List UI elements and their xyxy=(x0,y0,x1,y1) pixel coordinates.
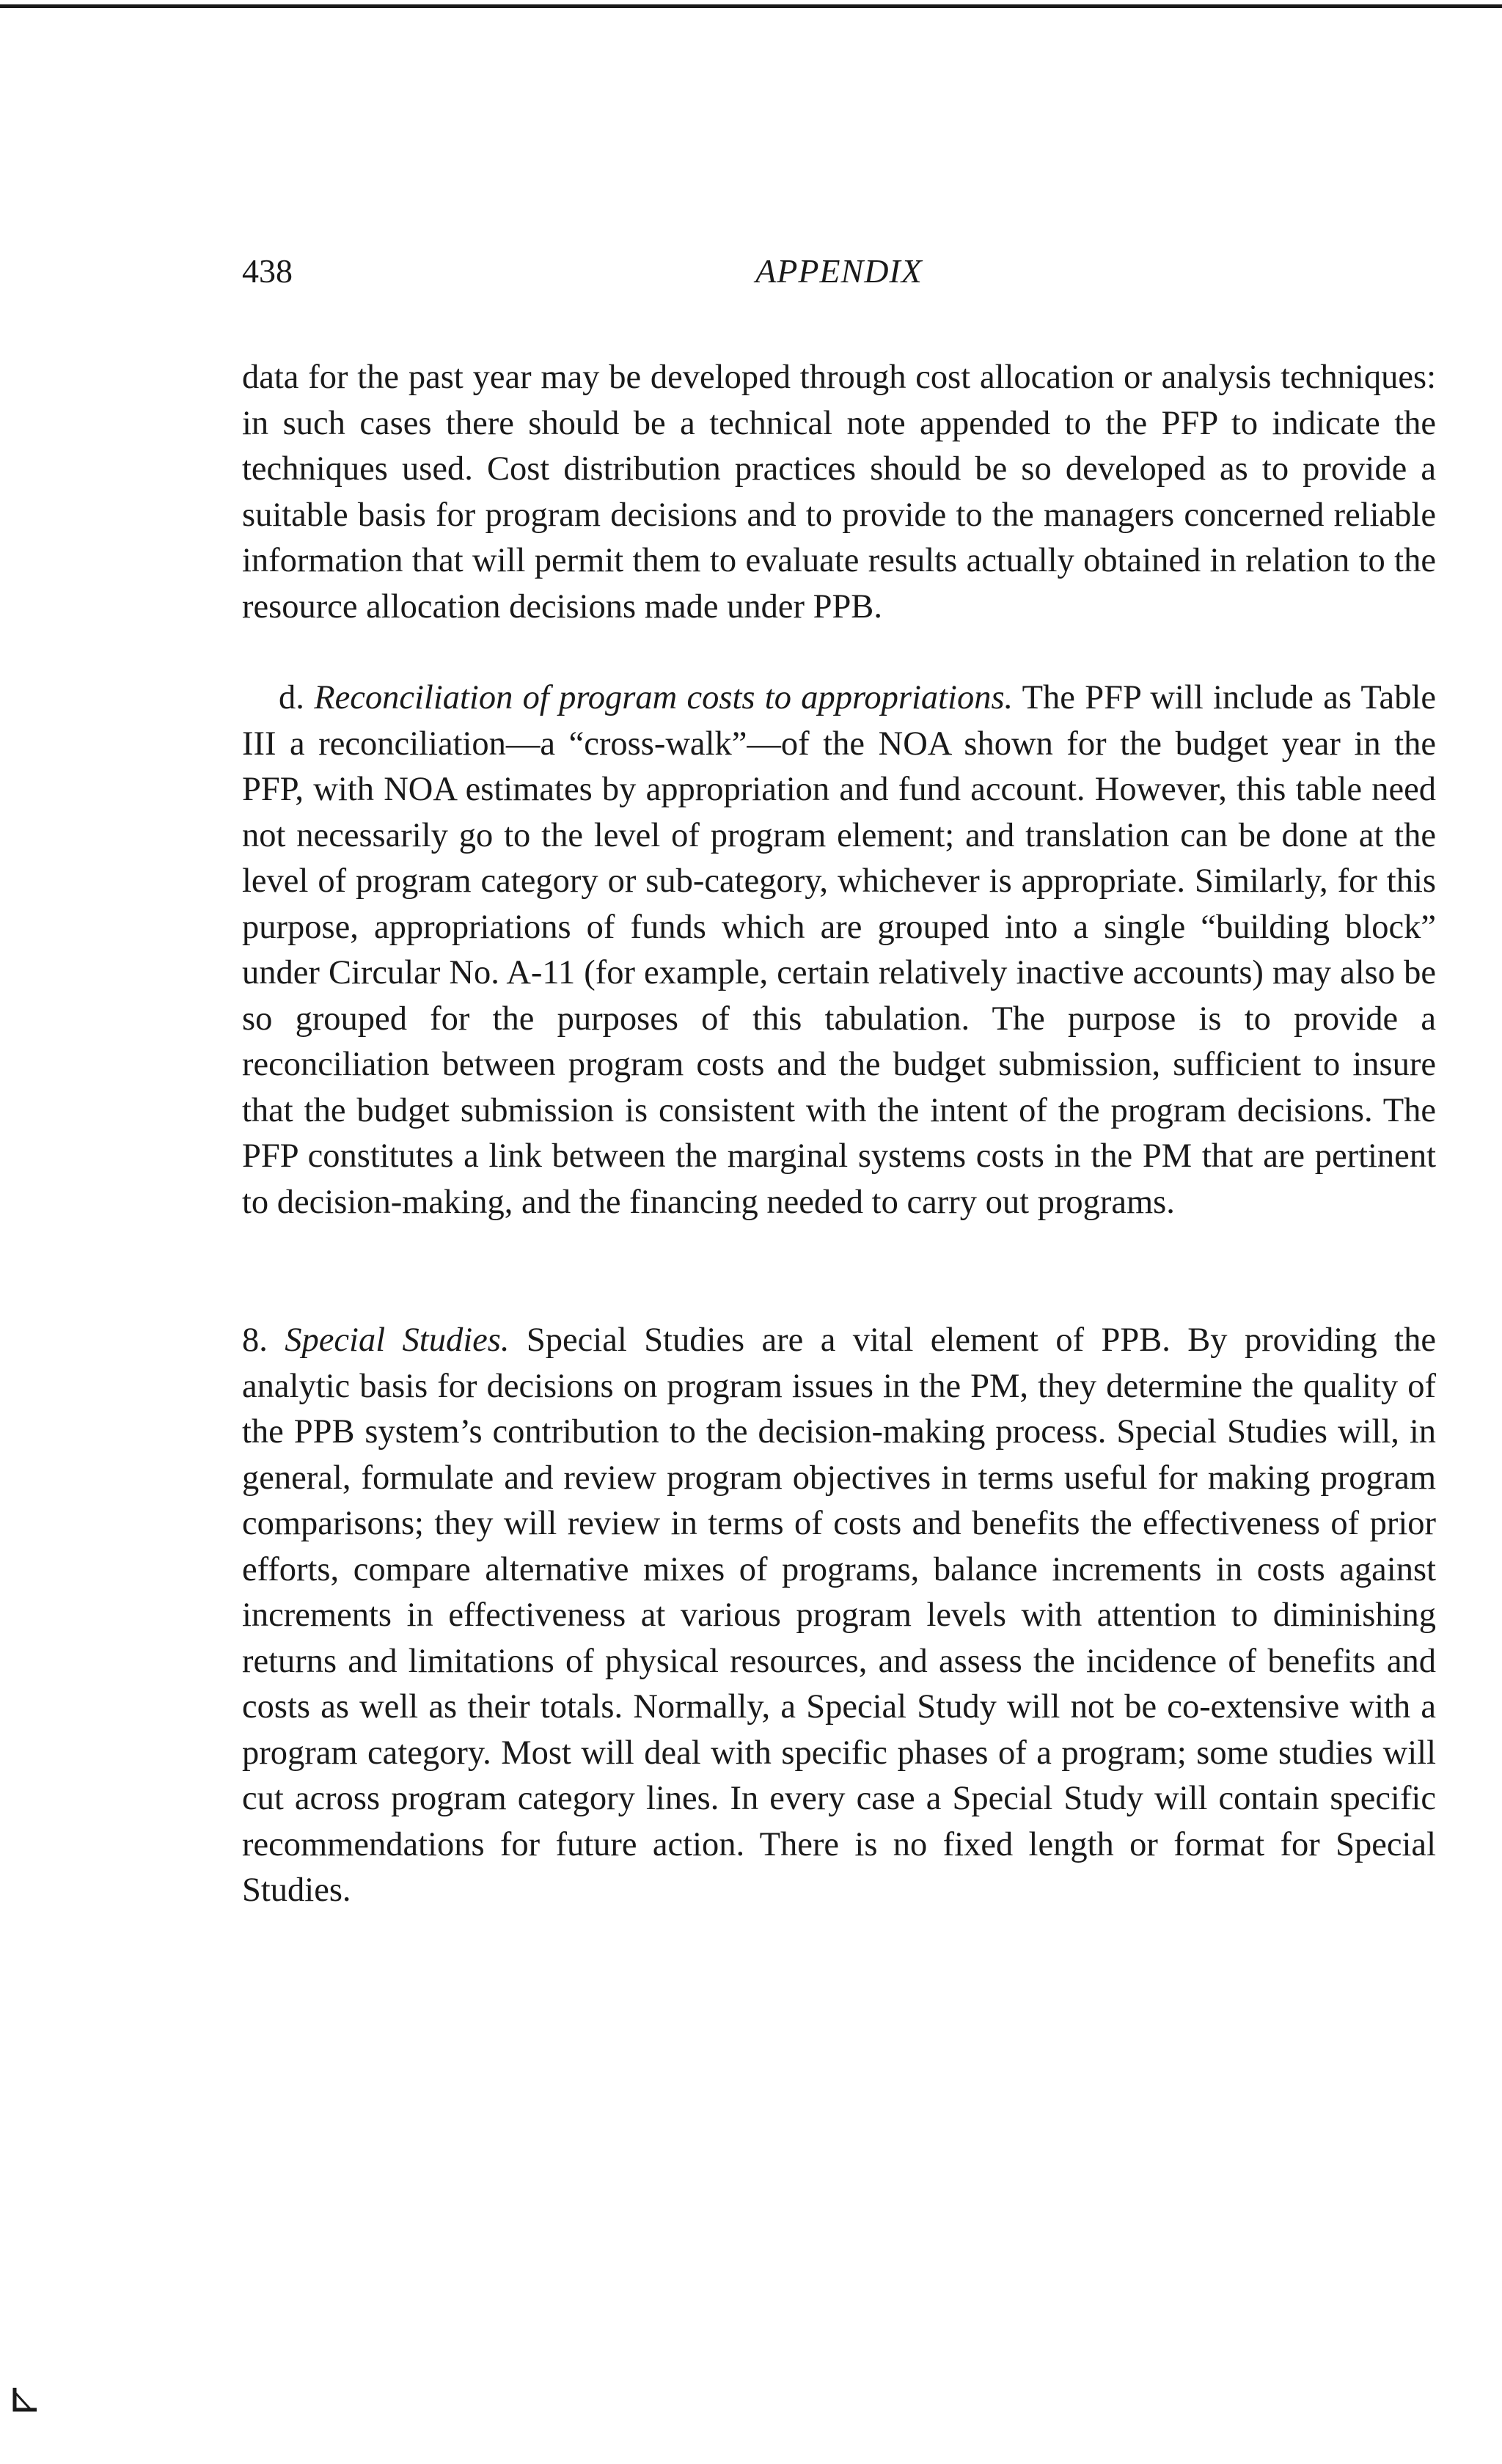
paragraph-special-studies xyxy=(242,1318,1436,1914)
paragraph-reconciliation xyxy=(242,675,1436,1225)
item-heading: Reconciliation of program costs to appropriations. xyxy=(314,679,1014,716)
top-scan-border xyxy=(0,4,1502,8)
page-number: 438 xyxy=(242,252,293,290)
corner-crop-mark xyxy=(10,2385,40,2414)
item-number: 8. xyxy=(242,1321,268,1359)
paragraph-text: data for the past year may be developed through cost allocation or analysis techniques: in such cases there should be a technical note appended to the PFP to indicate the techniques used. Cost distribution practices should be so developed as to provide a suitable basis for program decisions and to provide to the managers concerned reliable information that will permit them to evaluate results actually obtained in relation to the resource allocation decisions made under PPB. xyxy=(242,359,1436,626)
paragraph-cost-allocation xyxy=(242,355,1436,630)
item-number: d. xyxy=(279,679,304,716)
section-title: APPENDIX xyxy=(755,252,923,290)
item-heading: Special Studies. xyxy=(285,1321,510,1359)
running-head xyxy=(242,249,1436,293)
book-page xyxy=(242,249,1436,1914)
paragraph-text: The PFP will include as Table III a reconciliation—a “cross-walk”—of the NOA shown for the budget year in the PFP, with NOA estimates by appropriation and fund account. However, this table need not necessarily go to the level of program element; and translation can be done at the level of program category or sub-category, whichever is appropriate. Similarly, for this purpose, appropriations of funds which are grouped into a single “building block” under Circular No. A-11 (for example, certain relatively inactive accounts) may also be so grouped for the purposes of this tabulation. The purpose is to provide a reconciliation between program costs and the budget submission, sufficient to insure that the budget submission is consistent with the intent of the program decisions. The PFP constitutes a link between the marginal systems costs in the PM that are pertinent to decision-making, and the financing needed to carry out programs. xyxy=(242,679,1437,1221)
paragraph-text: Special Studies are a vital element of PPB. By providing the analytic basis for decisions on program issues in the PM, they determine the quality of the PPB system’s contribution to the decision-making process. Special Studies will, in general, formulate and review program objectives in terms useful for making program comparisons; they will review in terms of costs and benefits the effectiveness of prior efforts, compare alternative mixes of programs, balance increments in costs against increments in effectiveness at various program levels with attention to diminishing returns and limitations of physical resources, and assess the incidence of benefits and costs as well as their totals. Normally, a Special Study will not be co-extensive with a program category. Most will deal with specific phases of a program; some studies will cut across program category lines. In every case a Special Study will contain specific recommendations for future action. There is no fixed length or format for Special Studies. xyxy=(242,1321,1436,1909)
